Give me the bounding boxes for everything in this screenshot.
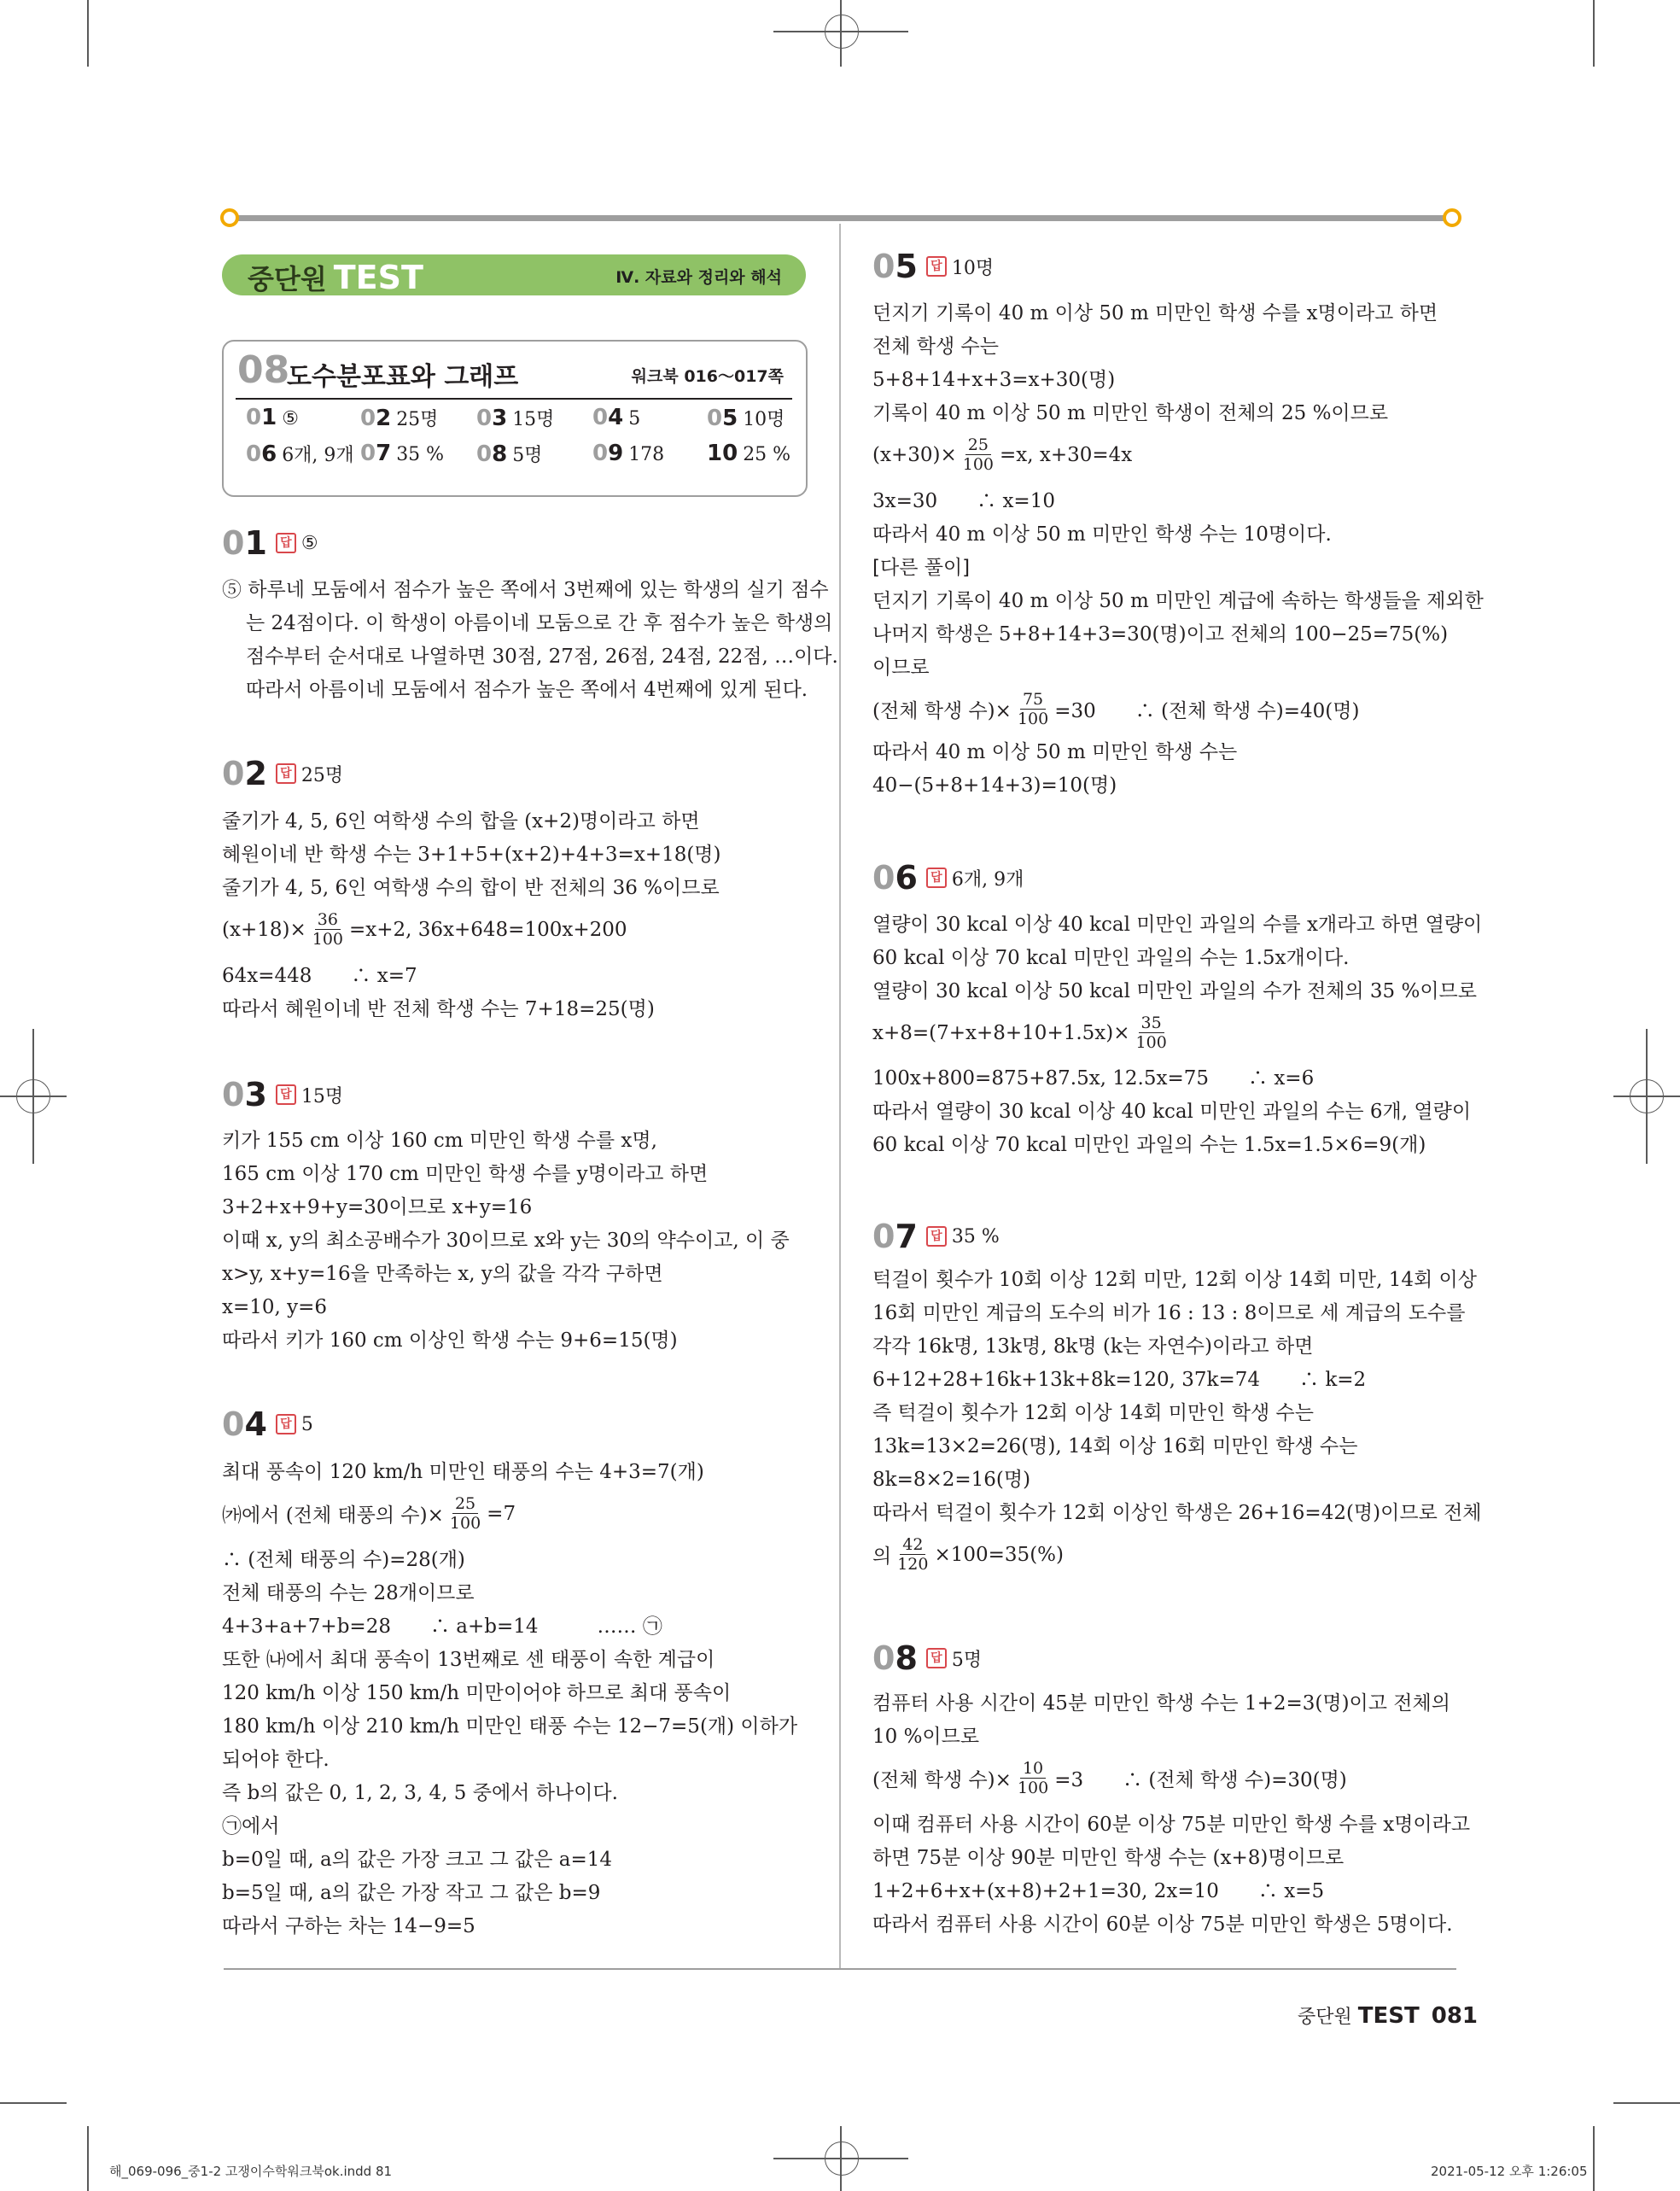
problem-header: 03 답 15명 — [222, 1076, 344, 1113]
answer-badge-icon: 답 — [276, 763, 296, 784]
summary-answer: 02 25명 — [360, 406, 439, 431]
summary-answer: 09 178 — [592, 441, 665, 466]
text-line: 열량이 30 kcal 이상 50 kcal 미만인 과일의 수가 전체의 35 %이므로 — [872, 980, 1477, 1002]
text-line: 8k=8×2=16(명) — [872, 1469, 1031, 1491]
fraction: $\frac{10}{100}$ — [1017, 1759, 1049, 1797]
problem-header: 05 답 10명 — [872, 248, 995, 285]
answer-badge-icon: 답 — [276, 533, 296, 553]
text-line: 턱걸이 횟수가 10회 이상 12회 미만, 12회 이상 14회 미만, 14회 이상 — [872, 1269, 1477, 1291]
answer-badge-icon: 답 — [276, 1084, 296, 1105]
registration-circle — [1630, 1079, 1664, 1113]
text-line: 점수부터 순서대로 나열하면 30점, 27점, 26점, 24점, 22점, …이다. — [246, 646, 838, 668]
text-line: ㉠에서 — [222, 1815, 280, 1838]
problem-header: 02 답 25명 — [222, 755, 344, 792]
text-line: 줄기가 4, 5, 6인 여학생 수의 합을 (x+2)명이라고 하면 — [222, 810, 700, 833]
crop-mark — [1593, 2126, 1595, 2191]
fraction-line: (전체 학생 수)× $\frac{75}{100}$ =30 ∴ (전체 학생 수)=40(명) — [872, 690, 1360, 728]
workbook-reference: 워크북 016～017쪽 — [631, 367, 784, 386]
text-line: 165 cm 이상 170 cm 미만인 학생 수를 y명이라고 하면 — [222, 1163, 709, 1185]
text-line: 따라서 턱걸이 횟수가 12회 이상인 학생은 26+16=42(명)이므로 전체 — [872, 1502, 1482, 1524]
crop-mark — [87, 2126, 89, 2191]
text-line: 기록이 40 m 이상 50 m 미만인 학생이 전체의 25 %이므로 — [872, 402, 1389, 424]
column-divider — [839, 224, 841, 1969]
text-line: 최대 풍속이 120 km/h 미만인 태풍의 수는 4+3=7(개) — [222, 1461, 704, 1483]
text-line: 컴퓨터 사용 시간이 45분 미만인 학생 수는 1+2=3(명)이고 전체의 — [872, 1692, 1450, 1715]
text-line: 키가 155 cm 이상 160 cm 미만인 학생 수를 x명, — [222, 1130, 657, 1152]
fraction-line: 의 $\frac{42}{120}$ ×100=35(%) — [872, 1535, 1064, 1574]
crop-mark — [1593, 0, 1595, 67]
unit-number: 08 — [237, 348, 290, 392]
problem-header: 01 답 ⑤ — [222, 524, 318, 562]
text-line: 전체 학생 수는 — [872, 336, 999, 358]
registration-circle — [825, 2141, 859, 2176]
registration-circle — [825, 15, 859, 49]
summary-answer: 06 6개, 9개 — [246, 441, 354, 467]
text-line: 64x=448 ∴ x=7 — [222, 965, 417, 987]
text-line: 이때 컴퓨터 사용 시간이 60분 이상 75분 미만인 학생 수를 x명이라고 — [872, 1814, 1471, 1836]
fraction: $\frac{75}{100}$ — [1017, 690, 1049, 728]
text-line: 하면 75분 이상 90분 미만인 학생 수는 (x+8)명이므로 — [872, 1847, 1345, 1869]
page-number: 081 — [1431, 2003, 1479, 2029]
summary-answer: 05 10명 — [707, 406, 785, 431]
text-line: x=10, y=6 — [222, 1296, 328, 1318]
text-line: 던지기 기록이 40 m 이상 50 m 미만인 계급에 속하는 학생들을 제외한 — [872, 590, 1484, 612]
crop-mark — [87, 0, 89, 67]
text-line: 따라서 컴퓨터 사용 시간이 60분 이상 75분 미만인 학생은 5명이다. — [872, 1913, 1453, 1936]
text-line: 이므로 — [872, 657, 930, 679]
fraction-line: (x+30)× $\frac{25}{100}$ =x, x+30=4x — [872, 435, 1133, 474]
answer-badge-icon: 답 — [926, 868, 947, 888]
problem-header: 04 답 5 — [222, 1405, 313, 1443]
text-line: 60 kcal 이상 70 kcal 미만인 과일의 수는 1.5x개이다. — [872, 947, 1350, 969]
summary-answer: 01 ⑤ — [246, 405, 299, 430]
problem-header: 06 답 6개, 9개 — [872, 859, 1024, 897]
summary-answer: 10 25 % — [707, 441, 791, 466]
text-line: b=0일 때, a의 값은 가장 크고 그 값은 a=14 — [222, 1849, 613, 1871]
file-slug: 해_069-096_중1-2 고쟁이수학워크북ok.indd 81 — [109, 2164, 393, 2179]
summary-answer: 03 15명 — [476, 406, 555, 431]
date-slug: 2021-05-12 오후 1:26:05 — [1431, 2164, 1588, 2179]
text-line: ⑤ 하루네 모둠에서 점수가 높은 쪽에서 3번째에 있는 학생의 실기 점수 — [222, 579, 829, 601]
section-subtitle: Ⅳ. 자료와 정리와 해석 — [615, 268, 782, 287]
text-line: 따라서 키가 160 cm 이상인 학생 수는 9+6=15(명) — [222, 1329, 678, 1352]
text-line: 즉 b의 값은 0, 1, 2, 3, 4, 5 중에서 하나이다. — [222, 1782, 618, 1804]
fraction: $\frac{35}{100}$ — [1135, 1014, 1167, 1052]
section-title: 중단원 TEST — [248, 259, 423, 296]
text-line: 16회 미만인 계급의 도수의 비가 16 : 13 : 8이므로 세 계급의 도수를 — [872, 1302, 1466, 1324]
text-line: 나머지 학생은 5+8+14+3=30(명)이고 전체의 100−25=75(%) — [872, 623, 1449, 646]
text-line: 따라서 아름이네 모둠에서 점수가 높은 쪽에서 4번째에 있게 된다. — [246, 679, 808, 701]
text-line: 60 kcal 이상 70 kcal 미만인 과일의 수는 1.5x=1.5×6=9(개) — [872, 1134, 1426, 1156]
registration-circle — [16, 1079, 50, 1113]
text-line: 따라서 40 m 이상 50 m 미만인 학생 수는 10명이다. — [872, 523, 1332, 546]
summary-answer: 08 5명 — [476, 441, 543, 467]
text-line: 따라서 혜원이네 반 전체 학생 수는 7+18=25(명) — [222, 998, 655, 1020]
problem-header: 08 답 5명 — [872, 1639, 983, 1677]
fraction: $\frac{25}{100}$ — [962, 435, 994, 474]
page-footer: 중단원 TEST 081 — [1298, 2003, 1479, 2029]
section-header — [222, 254, 806, 295]
answer-badge-icon: 답 — [276, 1414, 296, 1434]
top-rule — [224, 215, 1456, 221]
crop-mark — [1613, 2102, 1680, 2104]
text-line: 던지기 기록이 40 m 이상 50 m 미만인 학생 수를 x명이라고 하면 — [872, 302, 1438, 324]
text-line: 5+8+14+x+3=x+30(명) — [872, 369, 1116, 391]
fraction-line: x+8=(7+x+8+10+1.5x)× $\frac{35}{100}$ — [872, 1014, 1173, 1052]
crop-mark — [0, 2102, 67, 2104]
answer-badge-icon: 답 — [926, 256, 947, 277]
fraction-line: ㈎에서 (전체 태풍의 수)× $\frac{25}{100}$ =7 — [222, 1494, 516, 1533]
fraction: $\frac{42}{120}$ — [897, 1535, 929, 1574]
text-line: x>y, x+y=16을 만족하는 x, y의 값을 각각 구하면 — [222, 1263, 663, 1285]
summary-answer: 07 35 % — [360, 441, 445, 466]
text-line: 는 24점이다. 이 학생이 아름이네 모둠으로 간 후 점수가 높은 학생의 — [246, 612, 833, 634]
text-line: 100x+800=875+87.5x, 12.5x=75 ∴ x=6 — [872, 1067, 1315, 1090]
text-line: 10 %이므로 — [872, 1726, 980, 1748]
text-line: 40−(5+8+14+3)=10(명) — [872, 774, 1117, 797]
box-divider — [236, 398, 792, 400]
answer-badge-icon: 답 — [926, 1226, 947, 1247]
text-line: 180 km/h 이상 210 km/h 미만인 태풍 수는 12−7=5(개) 이하가 — [222, 1715, 798, 1738]
text-line: 13k=13×2=26(명), 14회 이상 16회 미만인 학생 수는 — [872, 1435, 1358, 1458]
text-line: 3+2+x+9+y=30이므로 x+y=16 — [222, 1196, 533, 1218]
text-line: 3x=30 ∴ x=10 — [872, 490, 1055, 512]
problem-header: 07 답 35 % — [872, 1218, 1000, 1255]
bottom-rule — [224, 1968, 1456, 1970]
text-line: 4+3+a+7+b=28 ∴ a+b=14 …… ㉠ — [222, 1615, 662, 1638]
unit-title: 도수분포표와 그래프 — [287, 362, 519, 392]
rule-end-dot — [1443, 208, 1461, 227]
text-line: 즉 턱걸이 횟수가 12회 이상 14회 미만인 학생 수는 — [872, 1402, 1314, 1424]
text-line: 1+2+6+x+(x+8)+2+1=30, 2x=10 ∴ x=5 — [872, 1880, 1325, 1902]
text-line: 120 km/h 이상 150 km/h 미만이어야 하므로 최대 풍속이 — [222, 1682, 732, 1704]
text-line: 되어야 한다. — [222, 1749, 330, 1771]
text-line: b=5일 때, a의 값은 가장 작고 그 값은 b=9 — [222, 1882, 601, 1904]
text-line: 혜원이네 반 학생 수는 3+1+5+(x+2)+4+3=x+18(명) — [222, 844, 721, 866]
text-line: 따라서 40 m 이상 50 m 미만인 학생 수는 — [872, 741, 1238, 763]
alt-solution-label: [다른 풀이] — [872, 557, 971, 579]
fraction-line: (x+18)× $\frac{36}{100}$ =x+2, 36x+648=100x+200 — [222, 910, 627, 949]
text-line: 이때 x, y의 최소공배수가 30이므로 x와 y는 30의 약수이고, 이 중 — [222, 1230, 790, 1252]
text-line: 각각 16k명, 13k명, 8k명 (k는 자연수)이라고 하면 — [872, 1335, 1314, 1358]
fraction: $\frac{36}{100}$ — [312, 910, 343, 949]
fraction-line: (전체 학생 수)× $\frac{10}{100}$ =3 ∴ (전체 학생 수)=30(명) — [872, 1759, 1347, 1797]
text-line: 열량이 30 kcal 이상 40 kcal 미만인 과일의 수를 x개라고 하면 열량이 — [872, 914, 1483, 936]
text-line: 따라서 열량이 30 kcal 이상 40 kcal 미만인 과일의 수는 6개, 열량이 — [872, 1101, 1472, 1123]
text-line: 따라서 구하는 차는 14−9=5 — [222, 1915, 475, 1937]
rule-end-dot — [220, 208, 239, 227]
text-line: ∴ (전체 태풍의 수)=28(개) — [222, 1549, 465, 1571]
text-line: 또한 ㈏에서 최대 풍속이 13번째로 센 태풍이 속한 계급이 — [222, 1649, 715, 1671]
answer-badge-icon: 답 — [926, 1648, 947, 1668]
fraction: $\frac{25}{100}$ — [449, 1494, 481, 1533]
answer-summary-box — [222, 340, 808, 497]
text-line: 줄기가 4, 5, 6인 여학생 수의 합이 반 전체의 36 %이므로 — [222, 877, 720, 899]
text-line: 전체 태풍의 수는 28개이므로 — [222, 1582, 475, 1604]
text-line: 6+12+28+16k+13k+8k=120, 37k=74 ∴ k=2 — [872, 1369, 1367, 1391]
summary-answer: 04 5 — [592, 405, 641, 430]
